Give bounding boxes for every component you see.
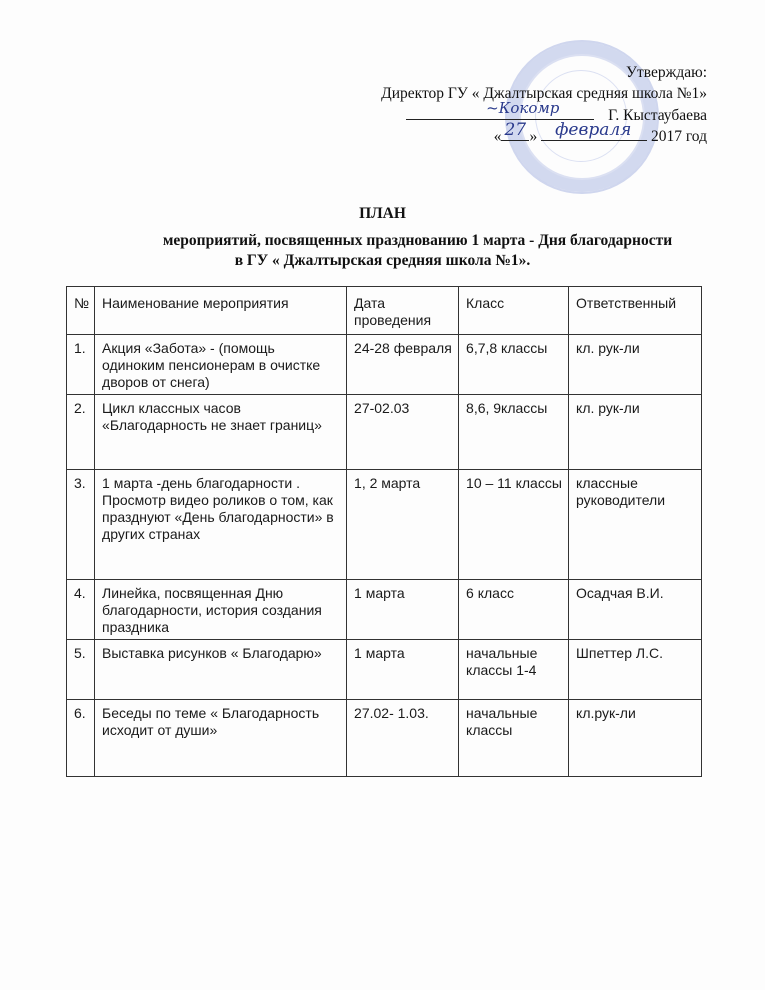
table-row xyxy=(67,470,702,580)
event-date: 27.02- 1.03. xyxy=(347,700,459,777)
row-number: 6. xyxy=(67,700,95,777)
header-responsible: Ответственный xyxy=(569,287,702,335)
event-date: 1 марта xyxy=(347,580,459,640)
table-row xyxy=(67,335,702,395)
date-close-quote: » xyxy=(529,128,538,145)
approval-date xyxy=(381,120,707,147)
title-subheading: мероприятий, посвященных празднованию 1 марта - Дня благодарности xyxy=(162,232,673,249)
row-number: 2. xyxy=(67,395,95,470)
event-responsible: кл.рук-ли xyxy=(569,700,702,777)
event-responsible: классные руководители xyxy=(569,470,702,580)
row-number: 5. xyxy=(67,640,95,700)
event-class: 6 класс xyxy=(459,580,569,640)
event-name: 1 марта -день благодарности . Просмотр видео роликов о том, как празднуют «День благодарности» в других странах xyxy=(95,470,347,580)
handwritten-signature: ~Кокомр xyxy=(486,99,560,117)
approval-position: Директор ГУ « Джалтырская средняя школа №1» xyxy=(381,85,707,102)
event-name: Беседы по теме « Благодарность исходит от души» xyxy=(95,700,347,777)
month-blank xyxy=(541,120,647,141)
event-class: 10 – 11 классы xyxy=(459,470,569,580)
table-row xyxy=(67,580,702,640)
row-number: 1. xyxy=(67,335,95,395)
approval-heading: Утверждаю: xyxy=(626,64,707,81)
event-class: начальные классы 1-4 xyxy=(459,640,569,700)
events-table xyxy=(66,286,702,777)
table-header-row xyxy=(67,287,702,335)
date-year: 2017 год xyxy=(650,128,707,145)
row-number: 4. xyxy=(67,580,95,640)
event-name: Линейка, посвященная Дню благодарности, история создания праздника xyxy=(95,580,347,640)
header-number: № xyxy=(67,287,95,335)
event-class: 8,6, 9классы xyxy=(459,395,569,470)
header-class: Класс xyxy=(459,287,569,335)
event-responsible: кл. рук-ли xyxy=(569,395,702,470)
event-name: Выставка рисунков « Благодарю» xyxy=(95,640,347,700)
event-date: 1 марта xyxy=(347,640,459,700)
table-row xyxy=(67,700,702,777)
event-date: 24-28 февраля xyxy=(347,335,459,395)
event-responsible: Осадчая В.И. xyxy=(569,580,702,640)
date-open-quote: « xyxy=(493,128,502,145)
title-heading: ПЛАН xyxy=(359,205,406,222)
row-number: 3. xyxy=(67,470,95,580)
event-name: Акция «Забота» - (помощь одиноким пенсионерам в очистке дворов от снега) xyxy=(95,335,347,395)
event-responsible: Шпеттер Л.С. xyxy=(569,640,702,700)
header-date: Дата проведения xyxy=(347,287,459,335)
event-class: начальные классы xyxy=(459,700,569,777)
handwritten-month: февраля xyxy=(555,120,632,140)
approval-block xyxy=(381,62,707,147)
event-date: 27-02.03 xyxy=(347,395,459,470)
signature-blank xyxy=(406,99,594,120)
event-responsible: кл. рук-ли xyxy=(569,335,702,395)
event-class: 6,7,8 классы xyxy=(459,335,569,395)
handwritten-day: 27 xyxy=(504,120,527,140)
approver-name: Г. Кыстаубаева xyxy=(608,107,707,124)
table-row xyxy=(67,640,702,700)
title-school: в ГУ « Джалтырская средняя школа №1». xyxy=(234,252,531,269)
event-name: Цикл классных часов «Благодарность не знает границ» xyxy=(95,395,347,470)
table-row xyxy=(67,395,702,470)
approval-signature-line xyxy=(381,99,707,126)
header-event-name: Наименование мероприятия xyxy=(95,287,347,335)
event-date: 1, 2 марта xyxy=(347,470,459,580)
day-blank xyxy=(501,120,529,141)
